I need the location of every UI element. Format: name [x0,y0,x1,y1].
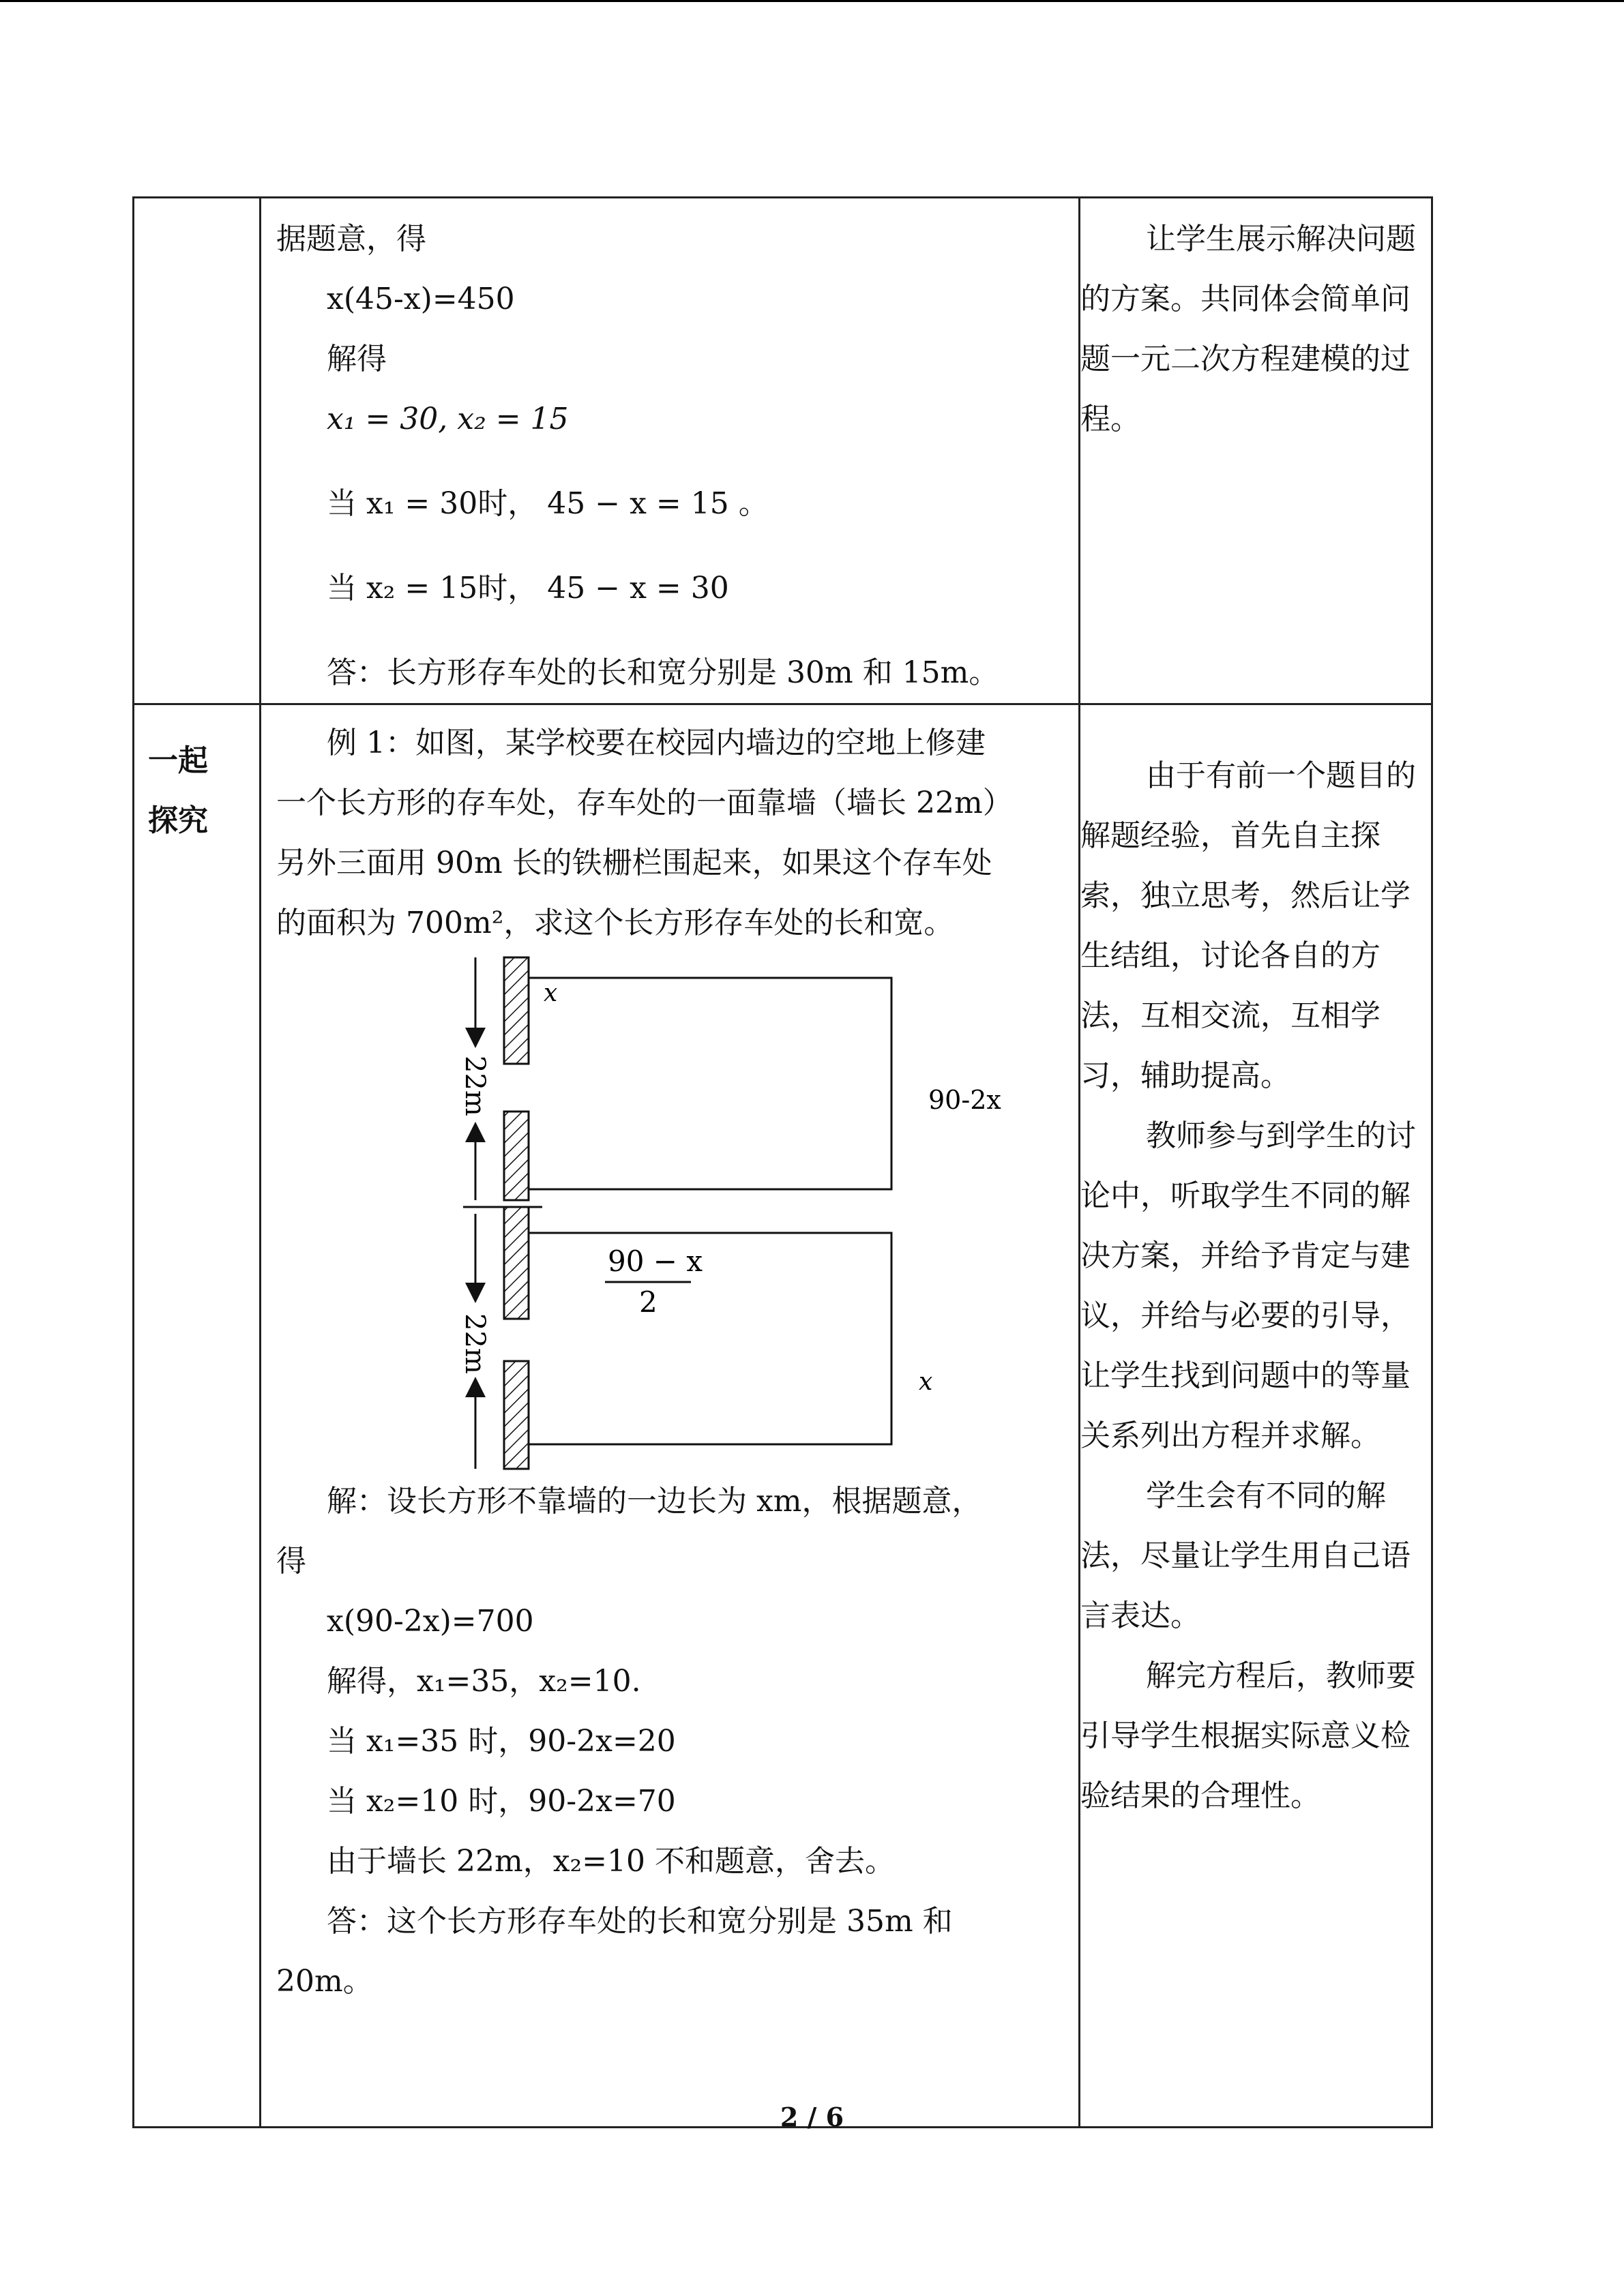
stage-label: 探究 [148,803,208,838]
label-right-side: 90-2x [928,1085,1001,1115]
wall-hatch [504,1361,529,1469]
note-paragraph: 学生会有不同的解法，尽量让学生用自己语言表达。 [1080,1478,1411,1633]
bike-shed-diagram [261,953,1078,1472]
fence-outline [529,978,891,1189]
solution-line: 解：设长方形不靠墙的一边长为 xm，根据题意， [327,1484,982,1519]
problem-line: 例 1：如图，某学校要在校园内墙边的空地上修建 [327,726,986,760]
fraction-denominator: 2 [639,1285,658,1319]
case-line: 当 x₂ = 15时， 45 − x = 30 [327,571,729,606]
wall-hatch [504,1112,529,1200]
answer-line: 答：这个长方形存车处的长和宽分别是 35m 和 [327,1904,953,1939]
content-cell [261,704,1080,2128]
problem-line: 的面积为 700m²，求这个长方形存车处的长和宽。 [276,906,954,940]
note-paragraph: 让学生展示解决问题的方案。共同体会简单问题一元二次方程建模的过程。 [1080,222,1416,436]
case-line: 当 x₂=10 时，90-2x=70 [327,1784,676,1819]
solve-line: 解得，x₁=35，x₂=10. [327,1664,641,1699]
problem-line: 一个长方形的存车处，存车处的一面靠墙（墙长 22m） [276,786,1013,820]
label-wall-length: 22m [459,1056,490,1116]
stage-label: 一起 [148,743,208,778]
wall-hatch [504,1207,529,1319]
table-row [134,704,1432,2128]
note-cell [1080,704,1432,2128]
case-line: 当 x₁=35 时，90-2x=20 [327,1724,676,1759]
solution-line: 得 [276,1544,306,1579]
reject-line: 由于墙长 22m，x₂=10 不和题意，舍去。 [327,1844,895,1879]
note-paragraph: 教师参与到学生的讨论中，听取学生不同的解决方案，并给予肯定与建议，并给与必要的引导，让学生找到问题中的等量关系列出方程并求解。 [1080,1118,1416,1453]
equation-line: x(45-x)=450 [327,282,515,316]
equation-line: x(90-2x)=700 [327,1604,534,1639]
stage-cell [134,704,261,2128]
answer-line: 答：长方形存车处的长和宽分别是 30m 和 15m。 [327,655,999,690]
note-paragraph: 解完方程后，教师要引导学生根据实际意义检验结果的合理性。 [1080,1658,1416,1813]
fraction-numerator: 90 − x [608,1244,703,1278]
wall-hatch [504,957,529,1064]
answer-line: 20m。 [276,1964,373,1999]
table-row [134,198,1432,704]
stage-cell [134,198,261,704]
page-number: 2 / 6 [780,2102,844,2132]
label-x-bottom: x [919,1368,933,1396]
content-line: 解得 [327,342,387,376]
roots-line: x₁ = 30, x₂ = 15 [327,402,569,436]
label-x-top: x [544,979,558,1007]
case-line: 当 x₁ = 30时， 45 − x = 15 。 [327,486,769,521]
lesson-table [132,196,1433,2128]
label-wall-length: 22m [459,1313,490,1374]
fence-outline [529,1233,891,1444]
content-cell [261,198,1080,704]
problem-line: 另外三面用 90m 长的铁栅栏围起来，如果这个存车处 [276,846,992,880]
note-cell [1080,198,1432,704]
note-paragraph: 由于有前一个题目的解题经验，首先自主探索，独立思考，然后让学生结组，讨论各自的方法，互相交流，互相学习，辅助提高。 [1080,758,1416,1093]
content-line: 据题意，得 [276,222,426,256]
